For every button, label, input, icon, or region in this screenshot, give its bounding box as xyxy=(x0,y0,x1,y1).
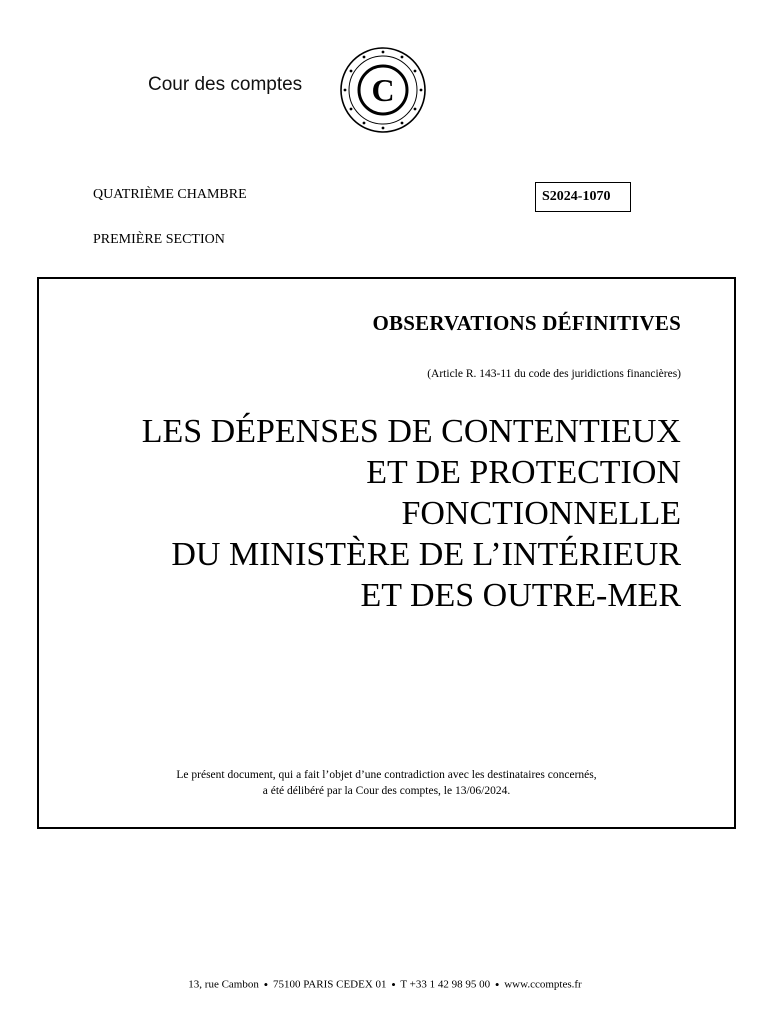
title-line: ET DE PROTECTION xyxy=(366,454,681,491)
title-line: LES DÉPENSES DE CONTENTIEUX xyxy=(141,413,681,450)
footer-address xyxy=(0,977,770,993)
notice-line: Le présent document, qui a fait l’objet d’une contradiction avec les destinataires concernés, xyxy=(176,769,597,781)
cour-des-comptes-logo xyxy=(338,45,428,135)
document-type: OBSERVATIONS DÉFINITIVES xyxy=(372,311,681,335)
footer-separator: • xyxy=(391,977,396,992)
footer-separator: • xyxy=(494,977,500,992)
section-label: PREMIÈRE SECTION xyxy=(93,232,225,247)
deliberation-notice xyxy=(39,767,734,799)
legal-reference: (Article R. 143-11 du code des juridictions financières) xyxy=(427,368,681,380)
notice-line: a été délibéré par la Cour des comptes, le 13/06/2024. xyxy=(262,785,511,797)
footer-separator: • xyxy=(263,977,269,992)
footer-city: 75100 PARIS CEDEX 01 xyxy=(272,978,387,991)
footer-website[interactable]: www.ccomptes.fr xyxy=(504,978,582,991)
logo-letter: C xyxy=(371,72,395,108)
title-line: FONCTIONNELLE xyxy=(401,495,681,532)
title-line: ET DES OUTRE-MER xyxy=(360,577,681,614)
reference-number: S2024-1070 xyxy=(535,182,631,212)
document-frame xyxy=(37,277,736,829)
footer-phone: T +33 1 42 98 95 00 xyxy=(400,978,491,991)
main-title xyxy=(142,411,681,616)
chamber-label: QUATRIÈME CHAMBRE xyxy=(93,187,247,202)
footer-street: 13, rue Cambon xyxy=(188,978,259,991)
institution-name: Cour des comptes xyxy=(148,74,303,95)
title-line: DU MINISTÈRE DE L’INTÉRIEUR xyxy=(171,536,681,573)
